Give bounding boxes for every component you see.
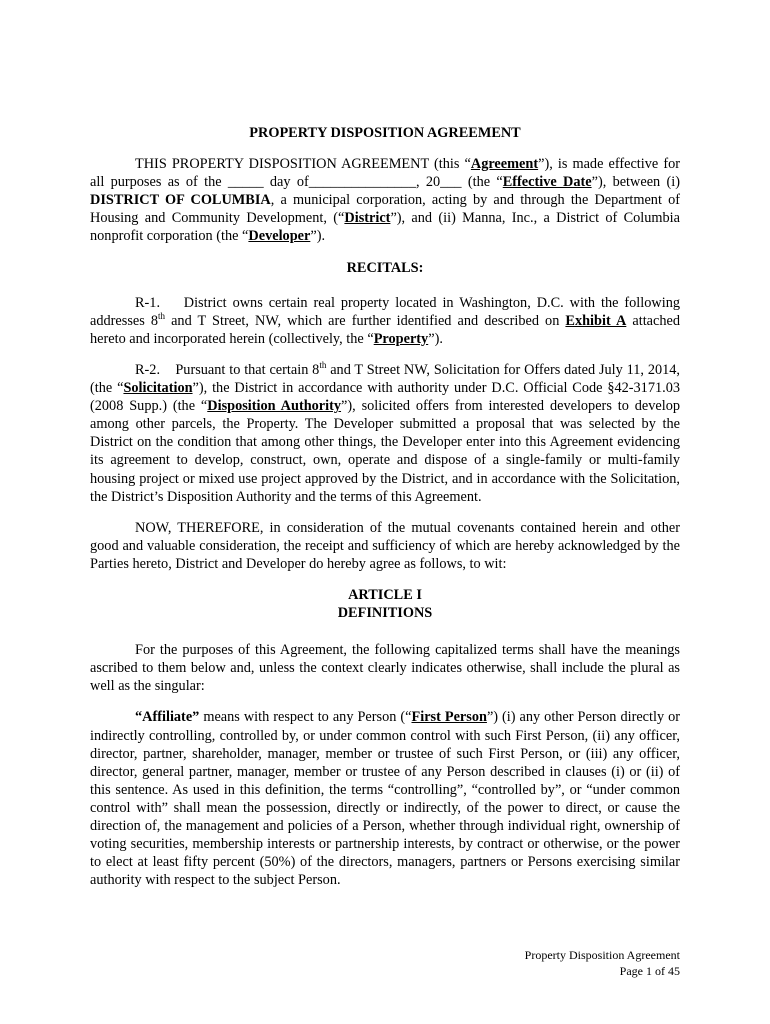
intro-text: ”), is made effective for all purposes as of the _____ day of_______________, 20___ (the “: [90, 156, 680, 191]
affiliate-term: “Affiliate”: [135, 709, 200, 726]
district-name: DISTRICT OF COLUMBIA: [90, 192, 271, 209]
disposition-authority-term: Disposition Authority: [207, 398, 342, 415]
recital-text: attached hereto and incorporated herein (collectively, the “: [90, 312, 680, 347]
definition-text: ”) (i) any other Person directly or indirectly controlling, controlled by, or under common control with such First Person, (ii) any officer, director, partner, shareholder, manager, member or trustee of such First Person, or (iii) any officer, director, general partner, manager, member or trustee of any Person described in clauses (i) or (ii) of this sentence. As used in this definition, the terms “controlling”, “controlled by”, or “under common control with” shall mean the possession, directly or indirectly, of the power to direct, or cause the direction of, the management and policies of a Person, whether through individual right, ownership of voting securities, membership interests or partnership interests, by contract or otherwise, or the power to elect at least fifty percent (50%) of the directors, managers, partners or Persons exercising similar authority with respect to the subject Person.: [90, 709, 681, 889]
recital-text: and T Street NW, Solicitation for Offers dated July 11, 2014, (the “: [90, 361, 680, 397]
effective-date-term: Effective Date: [502, 174, 592, 191]
intro-text: ”), between (i): [591, 174, 680, 191]
ordinal-superscript: th: [319, 360, 327, 371]
intro-text: , a municipal corporation, acting by and through the Department of Housing and Community Development, (“: [90, 192, 680, 227]
document-title: PROPERTY DISPOSITION AGREEMENT: [249, 125, 521, 141]
definition-text: means with respect to any Person (“: [199, 709, 412, 726]
district-term: District: [344, 210, 391, 227]
page-footer: [525, 947, 680, 979]
first-person-term: First Person: [411, 709, 487, 726]
affiliate-definition: [90, 708, 680, 889]
exhibit-a-reference: Exhibit A: [565, 312, 627, 329]
recital-text: ”), solicited offers from interested developers to develop among other parcels, the Property. The Developer submitted a proposal that was selected by the District on the condition that among other things, the Developer enter into this Agreement evidencing its agreement to develop, construct, own, operate and dispose of a single-family or multi-family housing project or mixed use project approved by the District, and in accordance with the Solicitation, the District’s Disposition Authority and the terms of this Agreement.: [90, 398, 680, 505]
now-therefore-paragraph: NOW, THEREFORE, in consideration of the mutual covenants contained herein and other good and valuable consideration, the receipt and sufficiency of which are hereby acknowledged by the Parties hereto, District and Developer do hereby agree as follows, to wit:: [90, 519, 680, 572]
article-heading: [90, 586, 680, 622]
recital-r1: [90, 294, 680, 348]
agreement-term: Agreement: [470, 156, 539, 173]
developer-term: Developer: [248, 228, 311, 245]
article-title: DEFINITIONS: [337, 605, 433, 622]
recital-text: ”).: [428, 330, 443, 347]
recital-text: R-2. Pursuant to that certain 8: [135, 361, 320, 378]
intro-paragraph: [90, 155, 680, 245]
article-number: ARTICLE I: [348, 586, 422, 603]
intro-text: THIS PROPERTY DISPOSITION AGREEMENT (this “: [135, 156, 471, 173]
definitions-intro: For the purposes of this Agreement, the following capitalized terms shall have the meanings ascribed to them below and, unless the context clearly indicates otherwise, shall include the plural as well as the singular:: [90, 642, 680, 695]
intro-text: ”), and (ii) Manna, Inc., a District of Columbia nonprofit corporation (the “: [90, 210, 680, 245]
intro-text: ”).: [310, 228, 326, 245]
footer-document-name: Property Disposition Agreement: [524, 948, 680, 962]
recital-text: and T Street, NW, which are further identified and described on: [165, 312, 566, 329]
recital-r2: [90, 361, 680, 506]
recitals-heading: RECITALS:: [346, 259, 424, 276]
solicitation-term: Solicitation: [123, 380, 193, 397]
footer-page-number: Page 1 of 45: [619, 964, 680, 978]
ordinal-superscript: th: [158, 310, 166, 321]
recital-text: ”), the District in accordance with authority under D.C. Official Code §42-3171.03 (2008 Supp.) (the “: [90, 380, 681, 415]
recital-text: R-1. District owns certain real property located in Washington, D.C. with the following addresses 8: [90, 294, 680, 329]
property-term: Property: [373, 330, 429, 347]
